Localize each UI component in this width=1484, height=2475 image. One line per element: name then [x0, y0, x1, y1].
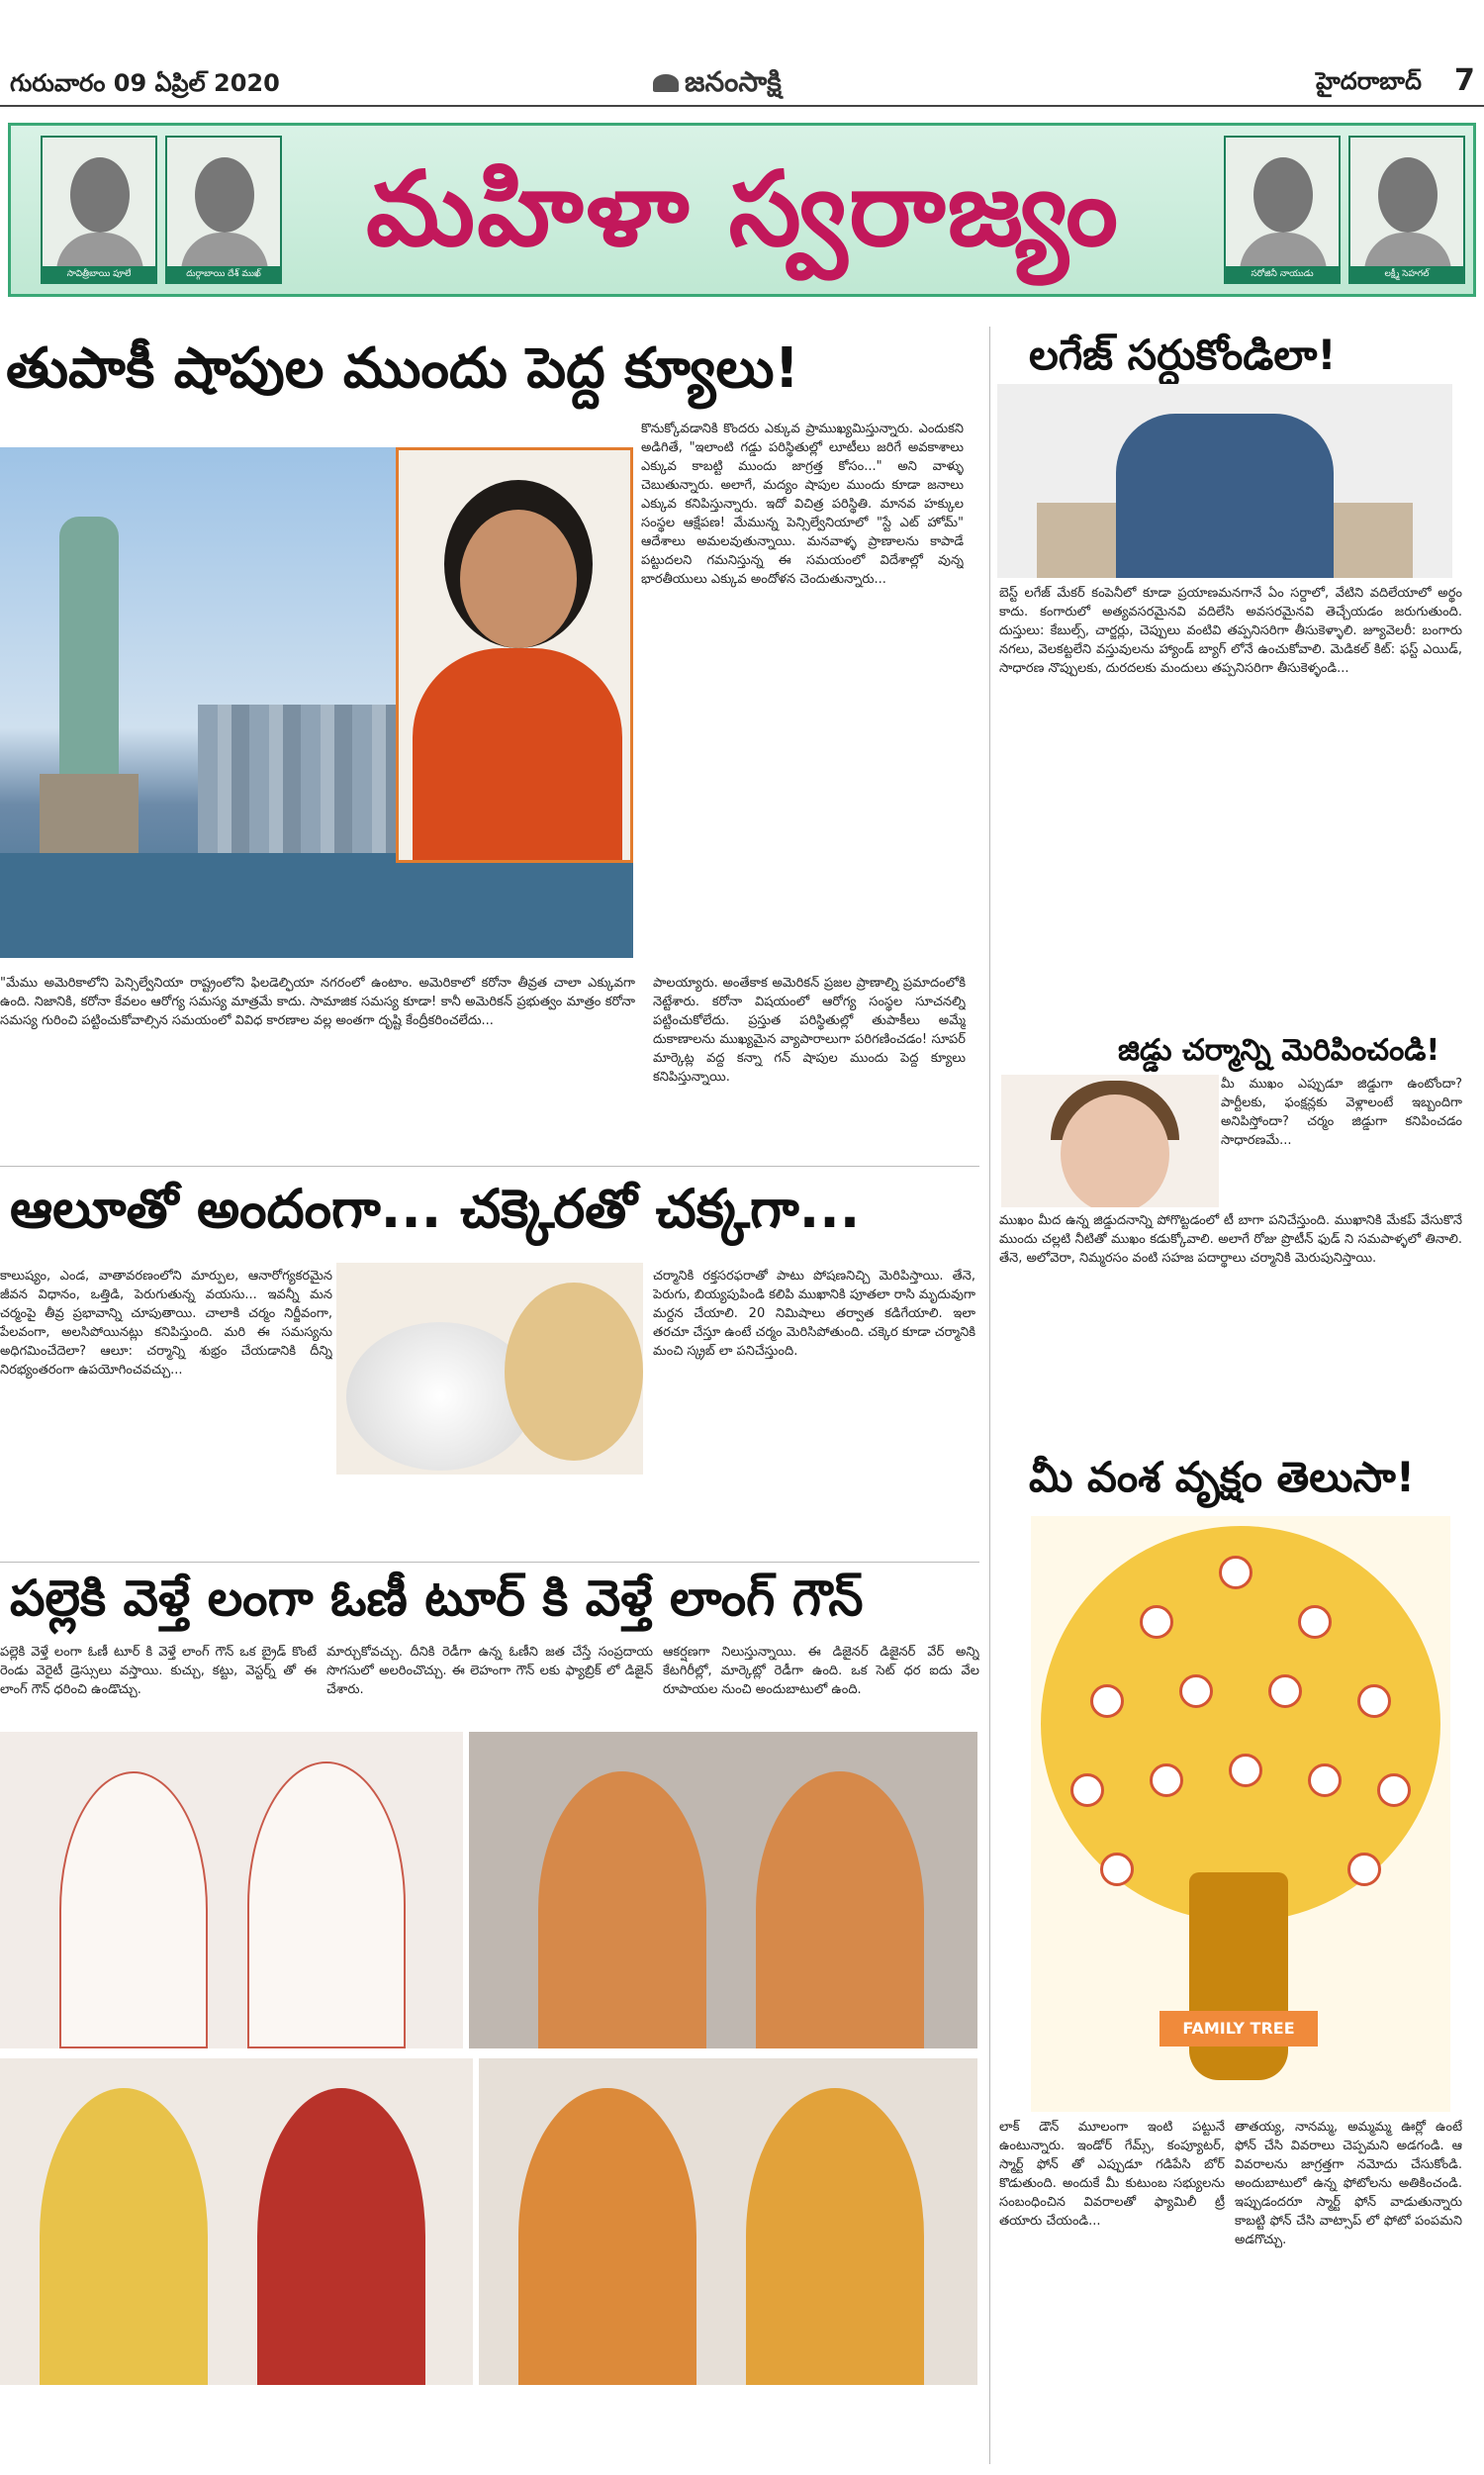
- aloo-headline: ఆలూతో అందంగా... చక్కెరతో చక్కగా...: [10, 1178, 861, 1240]
- sugar-potato-photo: [336, 1263, 643, 1475]
- lehenga-photo-2: [0, 2058, 473, 2385]
- section-divider: [0, 1166, 979, 1167]
- model-lehenga: [518, 2088, 696, 2385]
- model-lehenga: [746, 2088, 924, 2385]
- section-banner: [8, 123, 1476, 297]
- dress-column-1: పల్లెకి వెళ్తే లంగా ఓణీ టూర్ కి వెళ్తే లాంగ్ గౌన్ ఒక బ్రైడ్ కొంటే రెండు వెరైటీ డ్రెస్సులు వస్తాయి. కుచ్చు, కట్టు, వెస్టర్న్ తో ఈ లాంగ్ గౌన్ ధరించి ఉండొచ్చు.: [0, 1645, 317, 1697]
- model-gown: [59, 1771, 208, 2048]
- ancestor-avatar-icon: [1219, 1556, 1252, 1589]
- ancestor-avatar-icon: [1150, 1763, 1183, 1797]
- ancestor-avatar-icon: [1090, 1684, 1124, 1718]
- column-divider: [989, 327, 990, 2464]
- ancestor-avatar-icon: [1268, 1674, 1302, 1708]
- potato-slice: [505, 1283, 643, 1461]
- guns-column-2: "మేము అమెరికాలోని పెన్సిల్వేనియా రాష్ట్రంలోని ఫిలడెల్ఫియా నగరంలో ఉంటాం. అమెరికాలో కరోనా తీవ్రత చాలా ఎక్కువగా ఉంది. నిజానికి, కరోనా కేవలం ఆరోగ్య సమస్య మాత్రమే కాదు. సామాజిక సమస్య కూడా! కానీ అమెరికన్ ప్రభుత్వం మాత్రం కరోనా సమస్య గురించి పట్టించుకోవాల్సిన సమయంలో వివిధ కారణాల వల్ల అంతగా దృష్టి కేంద్రీకరించలేదు...: [0, 976, 635, 1028]
- skin-headline: జిడ్డు చర్మాన్ని మెరిపించండి!: [1118, 1033, 1440, 1068]
- skincare-photo: [1001, 1075, 1219, 1207]
- banner-title: మహిళా స్వరాజ్యం: [366, 148, 1120, 269]
- portrait-caption: సరోజినీ నాయుడు: [1226, 266, 1339, 282]
- portrait-2: [165, 136, 282, 284]
- edition-city: హైదరాబాద్: [1316, 67, 1422, 95]
- author-face-icon: [460, 510, 577, 648]
- aloo-column-right: చర్మానికి రక్తసరఫరాతో పాటు పోషణనిచ్చి మెరిపిస్తాయి. తేనె, పెరుగు, బియ్యపుపిండి కలిపి ముఖానికి పూతలా రాసి మృదువుగా మర్దన చేయాలి. 20 నిమిషాలు తర్వాత కడిగేయాలి. ఇలా తరచూ చేస్తూ ఉంటే చర్మం మెరిసిపోతుంది. చక్కెర కూడా చర్మానికి మంచి స్క్రబ్ లా పనిచేస్తుంది.: [653, 1269, 975, 1359]
- ancestor-avatar-icon: [1308, 1763, 1342, 1797]
- ancestor-avatar-icon: [1357, 1684, 1391, 1718]
- ancestor-avatar-icon: [1298, 1605, 1332, 1639]
- portrait-1: [41, 136, 157, 284]
- sugar-bowl: [346, 1322, 534, 1471]
- tree-headline: మీ వంశ వృక్షం తెలుసా!: [1029, 1453, 1415, 1501]
- luggage-body: బెస్ట్ లగేజ్ మేకర్ కంపెనీలో కూడా ప్రయాణమనగానే ఏం సర్దాలో, వేటిని వదిలేయాలో అర్థం కాదు. కంగారులో అత్యవసరమైనవి వదిలేసి అవసరమైనవి తెచ్చేయడం జరుగుతుంది. దుస్తులు: కేబుల్స్, చార్జర్లు, చెప్పులు వంటివి తప్పనిసరిగా తీసుకెళ్ళాలి. జ్యూవెలరీ: బంగారు నగలు, వెలకట్టలేని వస్తువులను హ్యాండ్ బ్యాగ్ లోనే ఉంచుకోవాలి. మెడికల్ కిట్: ఫస్ట్ ఎయిడ్, సాధారణ నొప్పులకు, దురదలకు మందులు తప్పనిసరిగా తీసుకెళ్ళండి...: [999, 586, 1462, 676]
- masthead: [0, 0, 1484, 99]
- model-lehenga: [40, 2088, 208, 2385]
- guns-column-1: కొనుక్కోవడానికి కొందరు ఎక్కువ ప్రాముఖ్యమిస్తున్నారు. ఎందుకని అడిగితే, "ఇలాంటి గడ్డు పరిస్థితుల్లో లూటీలు జరిగే అవకాశాలు ఎక్కువ కాబట్టి ముందు జాగ్రత్త కోసం..." అని వాళ్ళు చెబుతున్నారు. అలాగే, మద్యం షాపుల ముందు కూడా జనాలు ఎక్కువ కనిపిస్తున్నారు. ఇదో విచిత్ర పరిస్థితి. మానవ హక్కుల సంస్థల ఆక్షేపణ! మేమున్న పెన్సిల్వేనియాలో "స్టే ఎట్ హోమ్" ఆదేశాలు అమలవుతున్నాయి. మనవాళ్ళ ప్రాణాలను కాపాడే పట్టుదలని గమనిస్తున్న ఈ సమయంలో విదేశాల్లో వున్న భారతీయులు ఎక్కువ అందోళన చెందుతున్నారు...: [641, 422, 964, 587]
- tree-column-1: లాక్ డౌన్ మూలంగా ఇంటి పట్టునే ఉంటున్నారు. ఇండోర్ గేమ్స్, కంప్యూటర్, స్మార్ట్ ఫోన్ తో ఎప్పుడూ గడిపేసి బోర్ కొడుతుంది. అందుకే మీ కుటుంబ సభ్యులను సంబంధించిన వివరాలతో ఫ్యామిలీ ట్రీ తయారు చేయండి...: [999, 2120, 1225, 2229]
- model-lehenga: [257, 2088, 425, 2385]
- portrait-caption: లక్ష్మీ సెహగల్: [1350, 266, 1463, 282]
- portrait-face-icon: [195, 157, 254, 233]
- luggage-photo: [997, 384, 1452, 578]
- ancestor-avatar-icon: [1229, 1754, 1262, 1787]
- issue-date: గురువారం 09 ఏప్రిల్ 2020: [10, 69, 280, 97]
- skin-side-text: మీ ముఖం ఎప్పుడూ జిడ్డుగా ఉంటోందా? పార్టీలకు, ఫంక్షన్లకు వెళ్లాలంటే ఇబ్బందిగా అనిపిస్తోందా? చర్మం జిడ్డుగా కనిపించడం సాధారణమే...: [1221, 1077, 1462, 1148]
- portrait-caption: సావిత్రీబాయి పూలే: [43, 266, 155, 282]
- newspaper-logo: [653, 65, 782, 105]
- page-number: 7: [1454, 63, 1475, 98]
- model-lehenga: [756, 1771, 924, 2048]
- guns-column-3: పాలయ్యారు. అంతేకాక అమెరికన్ ప్రజల ప్రాణాల్ని ప్రమాదంలోకి నెట్టేశారు. కరోనా విషయంలో ఆరోగ్య సంస్థల సూచనల్ని పట్టించుకోలేదు. ప్రస్తుత పరిస్థితుల్లో తుపాకీలు అమ్మే దుకాణాలను ముఖ్యమైన వ్యాపారాలుగా పరిగణించడం! సూపర్ మార్కెట్ల వద్ద కన్నా గన్ షాపుల ముందు పెద్ద క్యూలు కనిపిస్తున్నాయి.: [653, 976, 966, 1085]
- aloo-column-left: కాలుష్యం, ఎండ, వాతావరణంలోని మార్పుల, ఆనారోగ్యకరమైన జీవన విధానం, ఒత్తిడి, పెరుగుతున్న వయసు... ఇవన్నీ మన చర్మంపై తీవ్ర ప్రభావాన్ని చూపుతాయి. చాలాకి చర్మం నిర్జీవంగా, పేలవంగా, అలసిపోయినట్లు కనిపిస్తుంది. మరి ఈ సమస్యను అధిగమించేదెలా? ఆలూ: చర్మాన్ని శుభ్రం చేయడానికి దీన్ని నిరభ్యంతరంగా ఉపయోగించవచ్చు...: [0, 1269, 332, 1378]
- dress-column-2: మార్చుకోవచ్చు. దీనికి రెడీగా ఉన్న ఓణీని జత చేస్తే సంప్రదాయ సొగసులో అలరించొచ్చు. ఈ లెహంగా గౌన్ లకు ఫ్యాబ్రిక్ లో డిజైన్ చేశారు.: [326, 1645, 653, 1697]
- lehenga-photo-3: [479, 2058, 977, 2385]
- tree-column-2: తాతయ్య, నానమ్మ, అమ్మమ్మ ఊర్లో ఉంటే ఫోన్ చేసి వివరాలు చెప్పమని అడగండి. ఆ వివరాలను జాగ్రత్తగా నమోదు చేసుకోండి. అందుబాటులో ఉన్న ఫోటోలను అతికించండి. ఇప్పుడందరూ స్మార్ట్ ఫోన్ వాడుతున్నారు కాబట్టి ఫోన్ చేసి వాట్సాప్ లో ఫోటో పంపమని అడగొచ్చు.: [1235, 2120, 1462, 2247]
- ancestor-avatar-icon: [1347, 1853, 1381, 1886]
- person-kneeling: [1116, 414, 1334, 578]
- section-divider: [0, 1562, 979, 1563]
- portrait-face-icon: [1378, 157, 1438, 233]
- family-tree-ribbon: FAMILY TREE: [1159, 2011, 1318, 2047]
- author-sari: [413, 648, 622, 863]
- ancestor-avatar-icon: [1179, 1674, 1213, 1708]
- tree-trunk: [1189, 1872, 1288, 2080]
- guns-headline: తుపాకీ షాపుల ముందు పెద్ద క్యూలు!: [6, 336, 800, 401]
- dress-column-3: ఆకర్షణగా నిలుస్తున్నాయి. ఈ డిజైనర్ డిజైనర్ వేర్ అన్ని కేటగిరీల్లో, మార్కెట్లో రెడీగా ఉంది. ఒక సెట్ ధర ఐదు వేల రూపాయల నుంచి అందుబాటులో ఉంది.: [663, 1645, 979, 1697]
- logo-icon: [653, 74, 679, 92]
- newspaper-name: జనంసాక్షి: [685, 65, 782, 98]
- model-face-icon: [1061, 1095, 1169, 1207]
- portrait-caption: దుర్గాబాయి దేశ్ ముఖ్: [167, 266, 280, 282]
- statue-pedestal: [40, 774, 139, 853]
- ancestor-avatar-icon: [1377, 1773, 1411, 1807]
- gown-photo-1: [0, 1732, 463, 2048]
- dress-headline: పల్లెకి వెళ్తే లంగా ఓణీ టూర్ కి వెళ్తే లాంగ్ గౌన్: [10, 1570, 864, 1627]
- ancestor-avatar-icon: [1100, 1853, 1134, 1886]
- model-lehenga: [538, 1771, 706, 2048]
- model-gown: [247, 1761, 406, 2048]
- masthead-divider: [0, 105, 1484, 107]
- author-photo: [396, 447, 633, 863]
- portrait-3: [1224, 136, 1341, 284]
- portrait-face-icon: [70, 157, 130, 233]
- ancestor-avatar-icon: [1070, 1773, 1104, 1807]
- lehenga-photo-1: [469, 1732, 977, 2048]
- luggage-headline: లగేజ్ సర్దుకోండిలా!: [1029, 331, 1337, 379]
- ancestor-avatar-icon: [1140, 1605, 1173, 1639]
- harbor-water: [0, 853, 633, 958]
- family-tree-illustration: [1031, 1516, 1450, 2112]
- portrait-4: [1348, 136, 1465, 284]
- portrait-face-icon: [1253, 157, 1313, 233]
- skin-body: ముఖం మీద ఉన్న జిడ్డుదనాన్ని పోగొట్టడంలో టీ బాగా పనిచేస్తుంది. ముఖానికి మేకప్ వేసుకొనే ముందు చల్లటి నీటితో ముఖం కడుక్కోవాలి. అలాగే రోజు ప్రొటీన్ ఫుడ్ ని సమపాళ్ళలో తినాలి. తేనె, అలోవెరా, నిమ్మరసం వంటి సహజ పదార్థాలు చర్మానికి మెరుపునిస్తాయి.: [999, 1213, 1462, 1266]
